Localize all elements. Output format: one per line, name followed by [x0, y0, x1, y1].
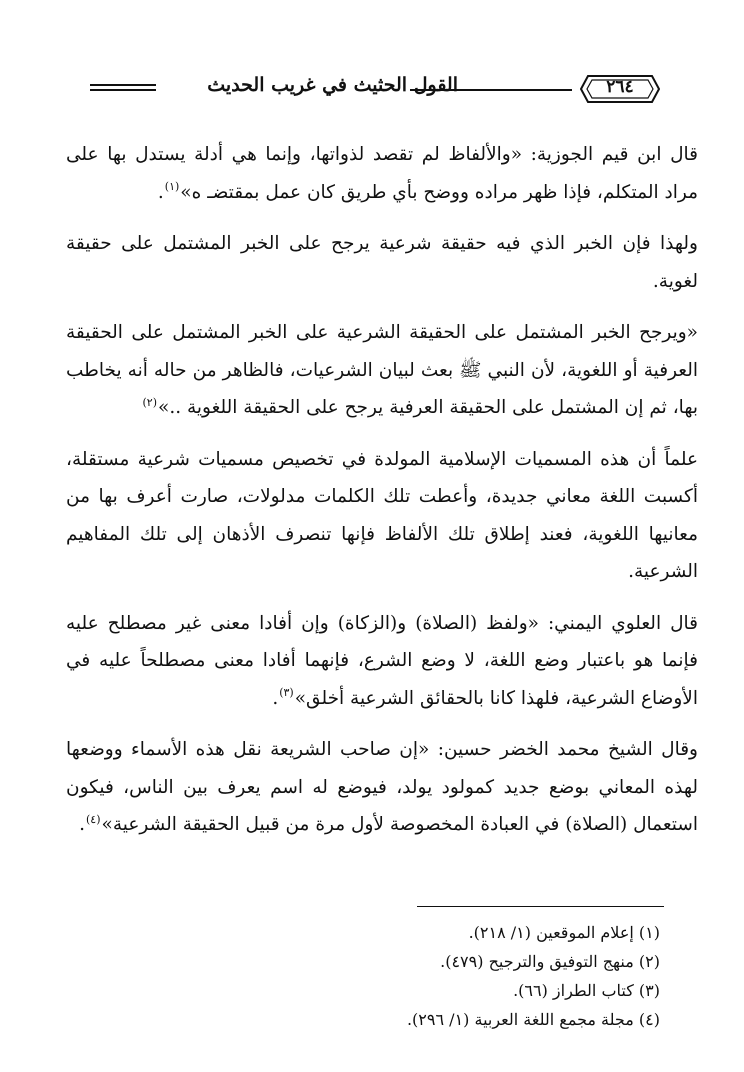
footnote-ref: (٢): [142, 395, 158, 409]
footnotes: [60, 918, 660, 1034]
footnote-ref: (١): [164, 180, 180, 194]
paragraph-tail: .: [272, 687, 279, 709]
footnote: (١) إعلام الموقعين (١/ ٢١٨).: [468, 923, 660, 942]
paragraph-text: ولهذا فإن الخبر الذي فيه حقيقة شرعية يرجح على الخبر المشتمل على حقيقة لغوية.: [66, 233, 698, 292]
footnote: (٤) مجلة مجمع اللغة العربية (١/ ٢٩٦).: [406, 1010, 660, 1029]
paragraph: [66, 731, 698, 844]
footnote-separator: [417, 906, 664, 907]
footnote-ref: (٤): [85, 812, 101, 826]
paragraph-text: قال ابن قيم الجوزية: «والألفاظ لم تقصد لذواتها، وإنما هي أدلة يستدل بها على مراد المتكلم، فإذا ظهر مراده ووضح بأي طريق كان عمل بمقتضـ ه»: [66, 144, 698, 203]
footnote-ref: (٣): [279, 686, 294, 700]
header-rule: [410, 89, 572, 91]
paragraph: [66, 314, 698, 427]
footnote: (٢) منهج التوفيق والترجيح (٤٧٩).: [440, 952, 660, 971]
header-rule: [90, 84, 156, 86]
paragraph-tail: .: [79, 814, 85, 835]
main-text: [66, 136, 698, 844]
paragraph-text: علماً أن هذه المسميات الإسلامية المولدة في تخصيص مسميات شرعية مستقلة، أكسبت اللغة معاني جديدة، وأعطت تلك الكلمات مدلولات، صارت أعرف بها من معانيها اللغوية، فعند إطلاق تلك الألفاظ فإنها تنصرف الأذهان إلى تلك المفاهيم الشرعية.: [66, 448, 698, 582]
paragraph: [66, 441, 698, 591]
book-title: القول الحثيث في غريب الحديث: [207, 74, 458, 96]
paragraph-text: «ويرجح الخبر المشتمل على الحقيقة الشرعية على الخبر المشتمل على الحقيقة العرفية أو اللغوية، لأن النبي ﷺ بعث لبيان الشرعيات، فالظاهر من حاله أنه يخاطب بها، ثم إن المشتمل على الحقيقة العرفية يرجح على الحقيقة اللغوية ..»: [66, 322, 698, 418]
running-header: [90, 70, 690, 114]
page-number: ٢٦٤: [606, 77, 634, 97]
paragraph: [66, 136, 698, 211]
paragraph-text: قال العلوي اليمني: «ولفظ (الصلاة) و(الزكاة) وإن أفادا معنى غير مصطلح عليه فإنما هو باعتبار وضع اللغة، لا وضع الشرع، فإنهما أفادا معنى مصطلحاً عليه في الأوضاع الشرعية، فلهذا كانا بالحقائق الشرعية أخلق»: [66, 612, 698, 709]
footnote: (٣) كتاب الطراز (٦٦).: [513, 981, 660, 1000]
paragraph-tail: .: [157, 181, 164, 203]
paragraph: [66, 605, 698, 718]
paragraph-text: وقال الشيخ محمد الخضر حسين: «إن صاحب الشريعة نقل هذه الأسماء ووضعها لهذه المعاني بوضع جديد كمولود يولد، فيوضع له اسم يعرف بين الناس، فيكون استعمال (الصلاة) في العبادة المخصوصة لأول مرة من قبيل الحقيقة الشرعية»: [66, 739, 698, 835]
page-number-badge: [580, 74, 660, 104]
paragraph: [66, 225, 698, 300]
header-rule: [90, 89, 156, 91]
